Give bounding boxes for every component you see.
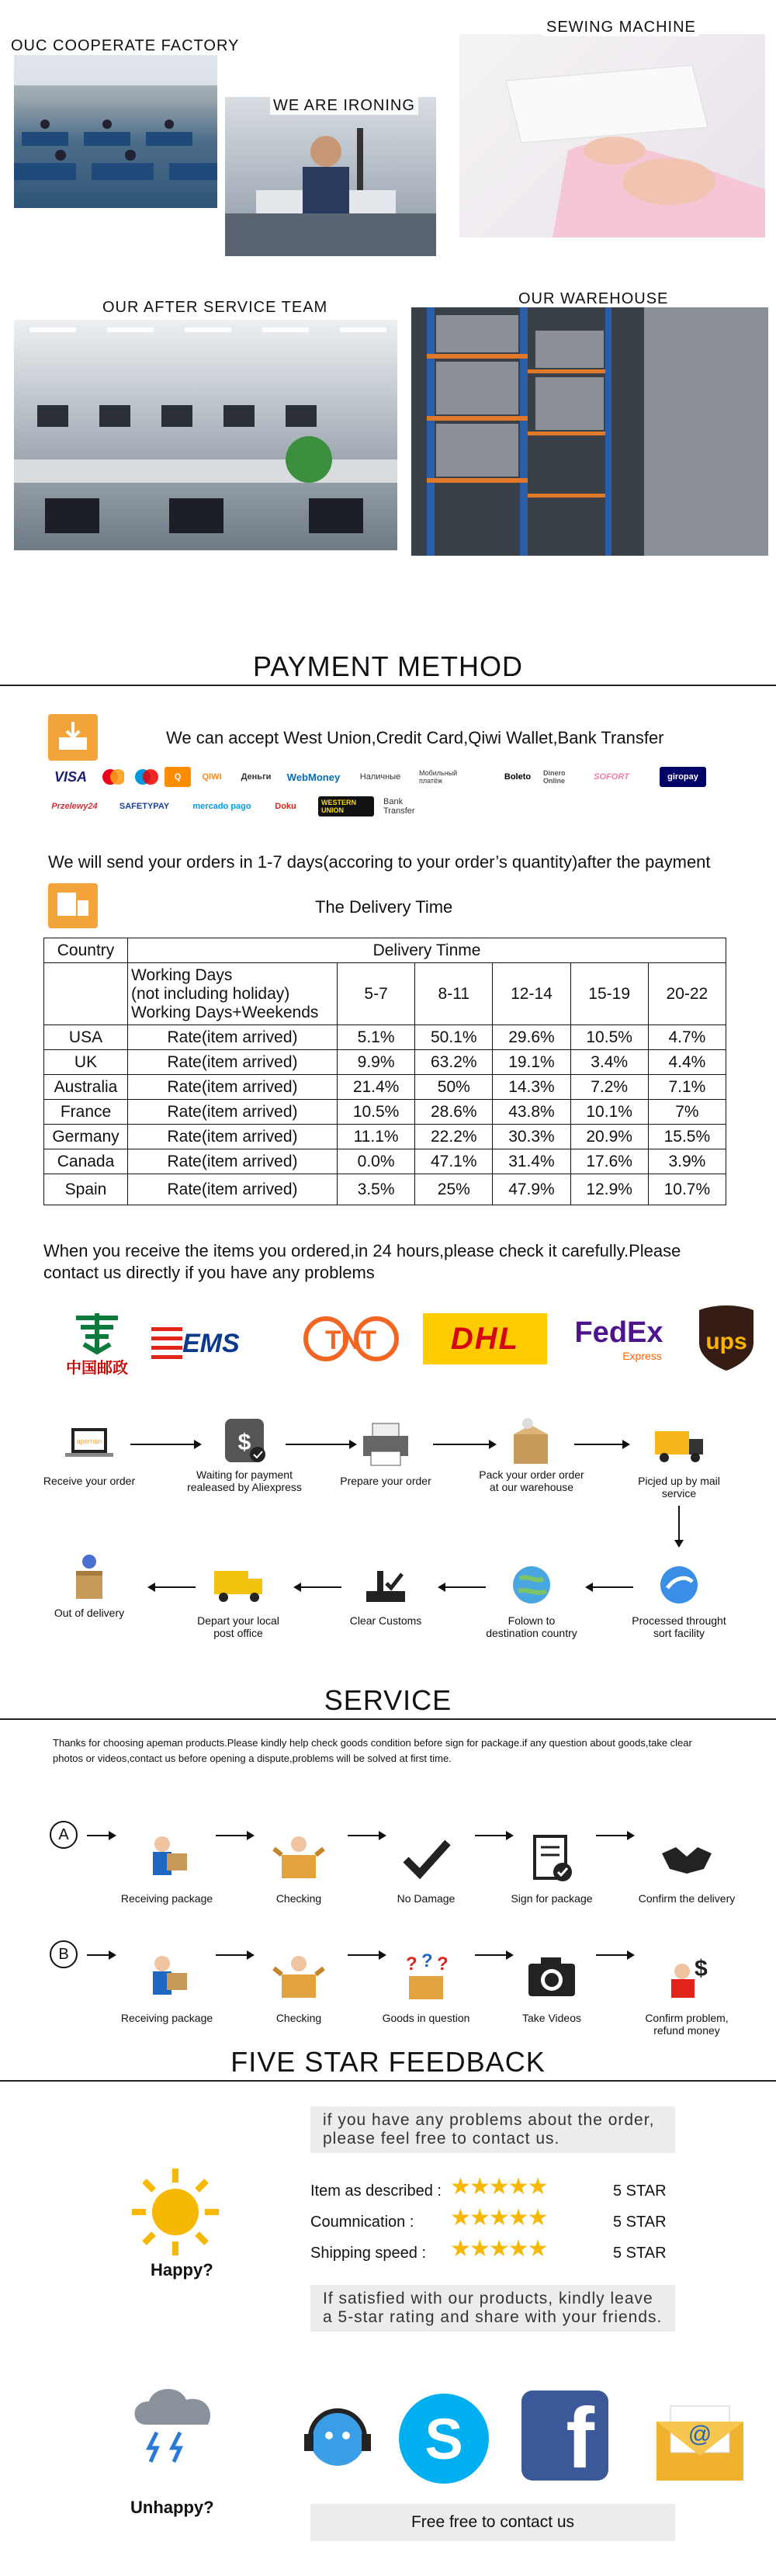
svg-text:?: ? — [421, 1950, 433, 1971]
printer-icon — [359, 1420, 413, 1468]
table-row: France Rate(item arrived) 10.5% 28.6% 43.8% 10.1% 7% — [44, 1100, 726, 1125]
ironing-illustration — [225, 97, 436, 256]
table-row: Australia Rate(item arrived) 21.4% 50% 14.3% 7.2% 7.1% — [44, 1075, 726, 1100]
range-col: 20-22 — [648, 963, 726, 1025]
rating-stars: ★★★★★ — [450, 2236, 547, 2262]
service-team-photo — [14, 320, 397, 550]
boleto-logo: Boleto — [504, 772, 532, 782]
service-a-no-damage: No Damage — [376, 1830, 476, 1905]
arrow-down-head — [674, 1540, 684, 1548]
factory-floor-illustration — [14, 39, 217, 208]
customs-icon — [359, 1560, 413, 1608]
checking-box-icon — [271, 1830, 327, 1886]
camera-icon — [524, 1950, 580, 2006]
handshake-icon — [659, 1830, 715, 1886]
ironing-caption: WE ARE IRONING — [270, 97, 418, 115]
table-row: USA Rate(item arrived) 5.1% 50.1% 29.6% 10.5% 4.7% — [44, 1025, 726, 1050]
receive-note: When you receive the items you ordered,in 24 hours,please check it carefully.Please contact us directly if you have any problems — [43, 1241, 681, 1282]
sewing-caption: SEWING MACHINE — [543, 19, 699, 36]
process-receive-order: apeman Receive your order — [31, 1420, 147, 1487]
svg-text:?: ? — [437, 1954, 449, 1974]
delivery-truck-icon — [211, 1560, 265, 1608]
delivery-time-table — [43, 938, 726, 1205]
col-delivery: Delivery Tinme — [128, 938, 726, 963]
service-b-checking: Checking — [248, 1950, 349, 2024]
mercadopago-logo: mercado pago — [192, 802, 251, 811]
qiwi-logo: Q — [165, 767, 191, 787]
service-a-confirm: Confirm the delivery — [629, 1830, 745, 1905]
courier-box-icon — [139, 1950, 195, 2006]
sort-facility-icon — [652, 1560, 706, 1608]
service-b-question: ? ? ? Goods in question — [382, 1950, 470, 2024]
service-a-checking: Checking — [248, 1830, 349, 1905]
ship-note: We will send your orders in 1-7 days(accoring to your order’s quantity)after the payment — [48, 852, 711, 872]
sofort-logo: SOFORT — [594, 772, 629, 782]
warehouse-illustration — [411, 307, 768, 556]
arrow-right — [216, 1835, 253, 1836]
rating-stars: ★★★★★ — [450, 2205, 547, 2231]
service-a-receiving: Receiving package — [116, 1830, 217, 1905]
service-b-receiving: Receiving package — [116, 1950, 217, 2024]
warehouse-caption: OUR WAREHOUSE — [518, 290, 669, 307]
service-title: SERVICE — [324, 1684, 452, 1716]
support-agent-icon[interactable] — [295, 2395, 380, 2481]
rain-cloud-icon — [123, 2378, 223, 2463]
refund-icon — [659, 1950, 715, 2006]
arrow-right — [216, 1954, 253, 1956]
warehouse-photo — [411, 307, 768, 556]
ems-icon — [151, 1319, 279, 1366]
svg-text:?: ? — [406, 1954, 417, 1974]
rating-label: Shipping speed : — [310, 2245, 427, 2262]
mobile-pay-logo: Мобильный платёж — [419, 769, 458, 785]
feedback-title: FIVE STAR FEEDBACK — [230, 2046, 546, 2078]
working-days-header: Working Days (not including holiday) Working Days+Weekends — [128, 963, 338, 1025]
checking-box-icon — [271, 1950, 327, 2006]
service-divider — [0, 1718, 776, 1720]
western-union-logo: WESTERN UNION — [318, 796, 374, 816]
fedex-logo: FedEx Express — [574, 1316, 663, 1362]
clipboard-icon — [524, 1830, 580, 1886]
mastercard-logo — [98, 767, 127, 787]
service-intro: Thanks for choosing apeman products.Please kindly help check goods condition before sign for package.if any question about goods,take clear photos or videos,contact us before opening a dispute,problems will be solved at first time. — [53, 1737, 692, 1764]
service-b-refund: $ Confirm problem, refund money — [629, 1950, 745, 2037]
process-pack-order: Pack your order order at our warehouse — [473, 1414, 590, 1493]
checkmark-icon — [398, 1830, 454, 1886]
rating-value: 5 STAR — [613, 2245, 667, 2262]
payment-accept-text: We can accept West Union,Credit Card,Qiwi Wallet,Bank Transfer — [166, 728, 664, 747]
rating-label: Item as described : — [310, 2182, 442, 2200]
sewing-photo — [459, 34, 765, 237]
dinero-logo: Dinero Online — [543, 769, 566, 785]
payment-title: PAYMENT METHOD — [252, 650, 524, 682]
table-row: UK Rate(item arrived) 9.9% 63.2% 19.1% 3.4% 4.4% — [44, 1050, 726, 1075]
process-picked-up: Picjed up by mail service — [621, 1420, 737, 1499]
laptop-icon — [62, 1420, 116, 1468]
dengi-logo: Деньги — [241, 772, 272, 782]
sewing-illustration — [459, 34, 765, 237]
payment-divider — [0, 685, 776, 686]
cash-logo: Наличные — [359, 772, 401, 782]
arrow-right — [596, 1835, 633, 1836]
truck-icon — [652, 1420, 706, 1468]
unhappy-label: Unhappy? — [130, 2498, 214, 2517]
doku-logo: Doku — [275, 802, 296, 811]
ironing-photo — [225, 97, 436, 256]
arrow-right — [87, 1954, 115, 1956]
svg-text:apeman: apeman — [76, 1437, 102, 1445]
happy-label: Happy? — [151, 2260, 213, 2280]
skype-icon[interactable]: S — [399, 2394, 489, 2484]
range-col: 8-11 — [415, 963, 493, 1025]
courier-icon — [62, 1552, 116, 1600]
qiwi-wallet-logo: QIWI — [202, 772, 222, 782]
maestro-logo — [130, 767, 161, 787]
giropay-logo: giropay — [660, 767, 706, 787]
ups-logo — [695, 1302, 758, 1374]
svg-text:$: $ — [695, 1956, 708, 1981]
tnt-icon — [299, 1312, 404, 1366]
range-col: 5-7 — [338, 963, 415, 1025]
feedback-divider — [0, 2080, 776, 2082]
payment-icon — [48, 714, 98, 761]
tnt-logo — [299, 1312, 404, 1366]
safetypay-logo: SAFETYPAY — [119, 802, 170, 811]
visa-logo: VISA — [54, 768, 87, 785]
service-a-sign: Sign for package — [501, 1830, 602, 1905]
service-b-videos: Take Videos — [501, 1950, 602, 2024]
table-row: Canada Rate(item arrived) 0.0% 47.1% 31.4% 17.6% 3.9% — [44, 1149, 726, 1174]
sun-icon — [129, 2165, 222, 2259]
china-post-icon — [70, 1309, 124, 1355]
factory-photo — [14, 39, 217, 208]
table-row: Germany Rate(item arrived) 11.1% 22.2% 30.3% 20.9% 15.5% — [44, 1125, 726, 1149]
bank-transfer-logo: Bank Transfer — [383, 797, 415, 816]
process-waiting-payment: $ Waiting for payment realeased by Aliexpress — [186, 1414, 303, 1493]
webmoney-logo: WebMoney — [286, 771, 341, 783]
ems-logo — [151, 1319, 279, 1366]
arrow-right — [596, 1954, 633, 1956]
route-a-badge: A — [50, 1821, 78, 1849]
globe-icon — [504, 1560, 559, 1608]
svg-text:$: $ — [237, 1430, 251, 1455]
factory-caption: OUC COOPERATE FACTORY — [8, 37, 242, 55]
payment-wait-icon — [217, 1414, 272, 1462]
dhl-logo: DHL — [423, 1313, 547, 1364]
svg-text:EMS: EMS — [182, 1329, 240, 1358]
satisfied-note: If satisfied with our products, kindly leave a 5-star rating and share with your friends. — [310, 2285, 675, 2332]
rating-value: 5 STAR — [613, 2182, 667, 2200]
range-col: 12-14 — [493, 963, 570, 1025]
col-country: Country — [44, 938, 128, 963]
range-col: 15-19 — [570, 963, 648, 1025]
process-depart-post-office: Depart your local post office — [180, 1560, 296, 1639]
delivery-title: The Delivery Time — [315, 897, 453, 917]
process-prepare-order: Prepare your order — [327, 1420, 444, 1487]
arrow-down — [678, 1506, 680, 1541]
question-box-icon — [398, 1950, 454, 2006]
svg-text:@: @ — [688, 2422, 712, 2447]
process-follow-destination: Folown to destination country — [473, 1560, 590, 1639]
table-row: Spain Rate(item arrived) 3.5% 25% 47.9% 12.9% 10.7% — [44, 1174, 726, 1205]
process-sort-facility: Processed throught sort facility — [621, 1560, 737, 1639]
office-illustration — [14, 320, 397, 550]
email-icon[interactable] — [652, 2398, 748, 2484]
svg-text:ups: ups — [705, 1329, 747, 1354]
process-out-of-delivery: Out of delivery — [31, 1552, 147, 1619]
china-post-logo: 中国邮政 — [54, 1304, 140, 1382]
arrow-right — [87, 1835, 115, 1836]
process-clear-customs: Clear Customs — [327, 1560, 444, 1627]
rating-value: 5 STAR — [613, 2214, 667, 2231]
problem-note: if you have any problems about the order, please feel free to contact us. — [310, 2106, 675, 2153]
rating-label: Coumnication : — [310, 2214, 414, 2231]
facebook-icon[interactable]: f — [521, 2391, 608, 2481]
courier-box-icon — [139, 1830, 195, 1886]
route-b-badge: B — [50, 1940, 78, 1968]
rating-stars: ★★★★★ — [450, 2174, 547, 2200]
package-icon — [504, 1414, 559, 1462]
ups-icon — [695, 1302, 758, 1374]
service-team-caption: OUR AFTER SERVICE TEAM — [102, 299, 328, 316]
przelewy-logo: Przelewy24 — [51, 802, 98, 811]
delivery-icon — [48, 883, 98, 928]
svg-text:TNT: TNT — [324, 1326, 377, 1355]
contact-button[interactable]: Free free to contact us — [310, 2504, 675, 2541]
